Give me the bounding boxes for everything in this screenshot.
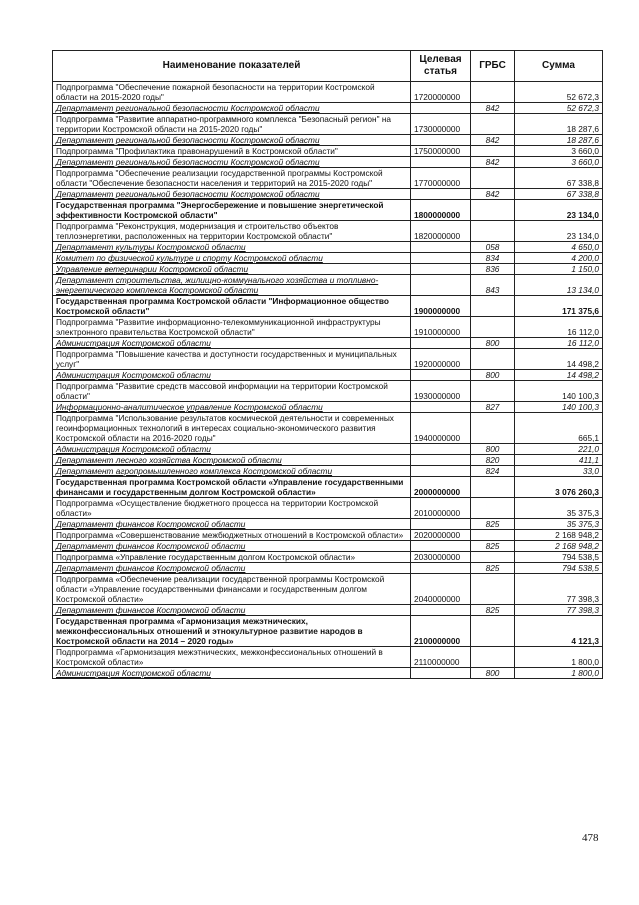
row-sum-cell: 140 100,3 (515, 381, 603, 402)
table-row (53, 221, 603, 242)
row-code-cell: 1730000000 (411, 114, 471, 135)
table-row (53, 317, 603, 338)
row-grbs-cell: 825 (471, 605, 515, 616)
row-sum-cell: 1 800,0 (515, 647, 603, 668)
row-code-cell (411, 466, 471, 477)
row-name-cell: Департамент региональной безопасности Костромской области (53, 189, 411, 200)
row-name-cell: Подпрограмма «Гармонизация межэтнических, межконфессиональных отношений в Костромской области» (53, 647, 411, 668)
row-code-cell: 1720000000 (411, 82, 471, 103)
row-grbs-cell (471, 221, 515, 242)
row-code-cell: 1800000000 (411, 200, 471, 221)
row-code-cell (411, 103, 471, 114)
table-row (53, 381, 603, 402)
row-sum-cell: 13 134,0 (515, 275, 603, 296)
header-sum: Сумма (515, 51, 603, 82)
row-sum-cell: 23 134,0 (515, 221, 603, 242)
row-sum-cell: 221,0 (515, 444, 603, 455)
table-row (53, 146, 603, 157)
row-grbs-cell: 800 (471, 444, 515, 455)
row-name-cell: Департамент региональной безопасности Костромской области (53, 103, 411, 114)
row-sum-cell: 35 375,3 (515, 519, 603, 530)
row-code-cell (411, 135, 471, 146)
row-name-cell: Информационно-аналитическое управление Костромской области (53, 402, 411, 413)
row-name-cell: Департамент финансов Костромской области (53, 541, 411, 552)
row-code-cell: 1900000000 (411, 296, 471, 317)
table-row (53, 519, 603, 530)
row-name-cell: Управление ветеринарии Костромской области (53, 264, 411, 275)
row-name-cell: Подпрограмма "Развитие информационно-телекоммуникационной инфраструктуры электронного правительства Костромской области" (53, 317, 411, 338)
table-row (53, 253, 603, 264)
row-code-cell (411, 242, 471, 253)
row-grbs-cell (471, 530, 515, 541)
row-grbs-cell: 800 (471, 338, 515, 349)
table-row (53, 563, 603, 574)
row-grbs-cell: 800 (471, 668, 515, 679)
row-code-cell: 1940000000 (411, 413, 471, 444)
row-sum-cell: 2 168 948,2 (515, 530, 603, 541)
table-row (53, 541, 603, 552)
row-grbs-cell: 800 (471, 370, 515, 381)
row-sum-cell: 23 134,0 (515, 200, 603, 221)
row-grbs-cell (471, 552, 515, 563)
row-code-cell (411, 402, 471, 413)
row-name-cell: Подпрограмма «Осуществление бюджетного процесса на территории Костромской области» (53, 498, 411, 519)
page-number: 478 (582, 832, 599, 844)
row-name-cell: Подпрограмма «Управление государственным долгом Костромской области» (53, 552, 411, 563)
row-grbs-cell: 843 (471, 275, 515, 296)
row-code-cell (411, 157, 471, 168)
table-row (53, 296, 603, 317)
row-sum-cell: 16 112,0 (515, 338, 603, 349)
row-code-cell: 2000000000 (411, 477, 471, 498)
row-code-cell (411, 668, 471, 679)
row-code-cell (411, 563, 471, 574)
table-row (53, 444, 603, 455)
row-sum-cell: 67 338,8 (515, 189, 603, 200)
row-code-cell: 2030000000 (411, 552, 471, 563)
row-name-cell: Администрация Костромской области (53, 370, 411, 381)
row-sum-cell: 794 538,5 (515, 563, 603, 574)
table-row (53, 477, 603, 498)
row-grbs-cell: 827 (471, 402, 515, 413)
row-grbs-cell (471, 82, 515, 103)
row-name-cell: Подпрограмма «Совершенствование межбюджетных отношений в Костромской области» (53, 530, 411, 541)
table-row (53, 338, 603, 349)
table-row (53, 668, 603, 679)
table-row (53, 168, 603, 189)
row-name-cell: Подпрограмма "Развитие аппаратно-программного комплекса "Безопасный регион" на территории Костромской области на 2015-2020 годы" (53, 114, 411, 135)
row-grbs-cell (471, 200, 515, 221)
row-name-cell: Департамент финансов Костромской области (53, 519, 411, 530)
row-sum-cell: 140 100,3 (515, 402, 603, 413)
header-name: Наименование показателей (53, 51, 411, 82)
row-grbs-cell (471, 296, 515, 317)
row-name-cell: Подпрограмма "Использование результатов космической деятельности и современных геоинформационных технологий в интересах социально-экономического развития Костромской области на 2016-2020 годы" (53, 413, 411, 444)
table-row (53, 647, 603, 668)
row-code-cell (411, 519, 471, 530)
row-grbs-cell (471, 168, 515, 189)
row-code-cell (411, 444, 471, 455)
row-grbs-cell: 836 (471, 264, 515, 275)
table-row (53, 157, 603, 168)
row-sum-cell: 665,1 (515, 413, 603, 444)
table-row (53, 114, 603, 135)
row-sum-cell: 2 168 948,2 (515, 541, 603, 552)
row-name-cell: Департамент лесного хозяйства Костромской области (53, 455, 411, 466)
row-name-cell: Департамент финансов Костромской области (53, 563, 411, 574)
row-name-cell: Государственная программа «Гармонизация межэтнических, межконфессиональных отношений и этнокультурное развитие народов в Костромской области на 2014 – 2020 годы» (53, 616, 411, 647)
row-code-cell (411, 370, 471, 381)
row-code-cell (411, 264, 471, 275)
row-sum-cell: 52 672,3 (515, 103, 603, 114)
row-grbs-cell (471, 647, 515, 668)
row-code-cell (411, 541, 471, 552)
row-sum-cell: 18 287,6 (515, 114, 603, 135)
row-grbs-cell (471, 146, 515, 157)
row-sum-cell: 3 660,0 (515, 146, 603, 157)
row-grbs-cell (471, 317, 515, 338)
table-row (53, 616, 603, 647)
row-name-cell: Подпрограмма "Обеспечение реализации государственной программы Костромской области "Обеспечение безопасности населения и территорий на 2015-2020 годы" (53, 168, 411, 189)
row-grbs-cell: 842 (471, 135, 515, 146)
table-row (53, 370, 603, 381)
table-row (53, 349, 603, 370)
row-name-cell: Администрация Костромской области (53, 444, 411, 455)
table-row (53, 264, 603, 275)
table-row (53, 103, 603, 114)
row-code-cell: 1750000000 (411, 146, 471, 157)
table-row (53, 530, 603, 541)
row-grbs-cell: 824 (471, 466, 515, 477)
row-name-cell: Государственная программа Костромской области «Управление государственными финансами и государственным долгом Костромской области» (53, 477, 411, 498)
row-name-cell: Комитет по физической культуре и спорту Костромской области (53, 253, 411, 264)
table-body (53, 82, 603, 679)
row-name-cell: Департамент агропромышленного комплекса Костромской области (53, 466, 411, 477)
row-sum-cell: 3 660,0 (515, 157, 603, 168)
header-grbs: ГРБС (471, 51, 515, 82)
table-row (53, 402, 603, 413)
row-grbs-cell (471, 574, 515, 605)
row-code-cell: 2020000000 (411, 530, 471, 541)
row-name-cell: Подпрограмма «Обеспечение реализации государственной программы Костромской области «Управление государственными финансами и государственным долгом Костромской области» (53, 574, 411, 605)
row-sum-cell: 4 200,0 (515, 253, 603, 264)
row-name-cell: Подпрограмма "Профилактика правонарушений в Костромской области" (53, 146, 411, 157)
row-name-cell: Департамент культуры Костромской области (53, 242, 411, 253)
row-name-cell: Подпрограмма "Реконструкция, модернизация и строительство объектов теплоэнергетики, расположенных на территории Костромской области" (53, 221, 411, 242)
row-grbs-cell: 842 (471, 157, 515, 168)
row-grbs-cell: 842 (471, 189, 515, 200)
row-sum-cell: 33,0 (515, 466, 603, 477)
row-sum-cell: 77 398,3 (515, 605, 603, 616)
row-code-cell (411, 253, 471, 264)
row-name-cell: Департамент региональной безопасности Костромской области (53, 157, 411, 168)
row-grbs-cell (471, 349, 515, 370)
row-sum-cell: 52 672,3 (515, 82, 603, 103)
table-row (53, 552, 603, 563)
row-name-cell: Департамент финансов Костромской области (53, 605, 411, 616)
row-sum-cell: 1 800,0 (515, 668, 603, 679)
table-header-row (53, 51, 603, 82)
table-row (53, 200, 603, 221)
row-name-cell: Администрация Костромской области (53, 338, 411, 349)
row-grbs-cell: 058 (471, 242, 515, 253)
budget-table (52, 50, 603, 679)
row-sum-cell: 14 498,2 (515, 349, 603, 370)
row-code-cell: 2110000000 (411, 647, 471, 668)
row-grbs-cell: 842 (471, 103, 515, 114)
row-grbs-cell (471, 477, 515, 498)
row-code-cell (411, 605, 471, 616)
table-row (53, 242, 603, 253)
row-code-cell: 1770000000 (411, 168, 471, 189)
table-row (53, 574, 603, 605)
row-name-cell: Подпрограмма "Развитие средств массовой информации на территории Костромской области" (53, 381, 411, 402)
table-row (53, 466, 603, 477)
row-code-cell: 1910000000 (411, 317, 471, 338)
row-sum-cell: 1 150,0 (515, 264, 603, 275)
row-name-cell: Департамент строительства, жилищно-коммунального хозяйства и топливно-энергетического комплекса Костромской области (53, 275, 411, 296)
row-code-cell (411, 455, 471, 466)
table-row (53, 413, 603, 444)
row-sum-cell: 18 287,6 (515, 135, 603, 146)
row-grbs-cell (471, 616, 515, 647)
row-sum-cell: 14 498,2 (515, 370, 603, 381)
row-code-cell: 1930000000 (411, 381, 471, 402)
table-row (53, 275, 603, 296)
row-code-cell (411, 189, 471, 200)
table-row (53, 455, 603, 466)
row-name-cell: Подпрограмма "Повышение качества и доступности государственных и муниципальных услуг" (53, 349, 411, 370)
row-grbs-cell (471, 413, 515, 444)
row-grbs-cell (471, 498, 515, 519)
row-name-cell: Государственная программа Костромской области "Информационное общество Костромской области" (53, 296, 411, 317)
row-code-cell: 2010000000 (411, 498, 471, 519)
row-code-cell: 2040000000 (411, 574, 471, 605)
row-grbs-cell: 825 (471, 563, 515, 574)
row-code-cell: 1920000000 (411, 349, 471, 370)
table-row (53, 82, 603, 103)
row-sum-cell: 77 398,3 (515, 574, 603, 605)
row-grbs-cell (471, 381, 515, 402)
row-name-cell: Департамент региональной безопасности Костромской области (53, 135, 411, 146)
row-sum-cell: 411,1 (515, 455, 603, 466)
table-row (53, 498, 603, 519)
header-code: Целевая статья (411, 51, 471, 82)
row-grbs-cell: 825 (471, 541, 515, 552)
row-sum-cell: 794 538,5 (515, 552, 603, 563)
row-sum-cell: 67 338,8 (515, 168, 603, 189)
row-code-cell: 1820000000 (411, 221, 471, 242)
row-code-cell: 2100000000 (411, 616, 471, 647)
row-code-cell (411, 338, 471, 349)
row-sum-cell: 171 375,6 (515, 296, 603, 317)
table-row (53, 135, 603, 146)
row-sum-cell: 35 375,3 (515, 498, 603, 519)
row-grbs-cell: 825 (471, 519, 515, 530)
table-row (53, 605, 603, 616)
row-sum-cell: 4 650,0 (515, 242, 603, 253)
row-sum-cell: 16 112,0 (515, 317, 603, 338)
row-name-cell: Администрация Костромской области (53, 668, 411, 679)
row-name-cell: Подпрограмма "Обеспечение пожарной безопасности на территории Костромской области на 2015-2020 годы" (53, 82, 411, 103)
row-code-cell (411, 275, 471, 296)
row-grbs-cell: 820 (471, 455, 515, 466)
table-row (53, 189, 603, 200)
row-sum-cell: 3 076 260,3 (515, 477, 603, 498)
row-grbs-cell (471, 114, 515, 135)
row-grbs-cell: 834 (471, 253, 515, 264)
row-sum-cell: 4 121,3 (515, 616, 603, 647)
row-name-cell: Государственная программа "Энергосбережение и повышение энергетической эффективности Костромской области" (53, 200, 411, 221)
